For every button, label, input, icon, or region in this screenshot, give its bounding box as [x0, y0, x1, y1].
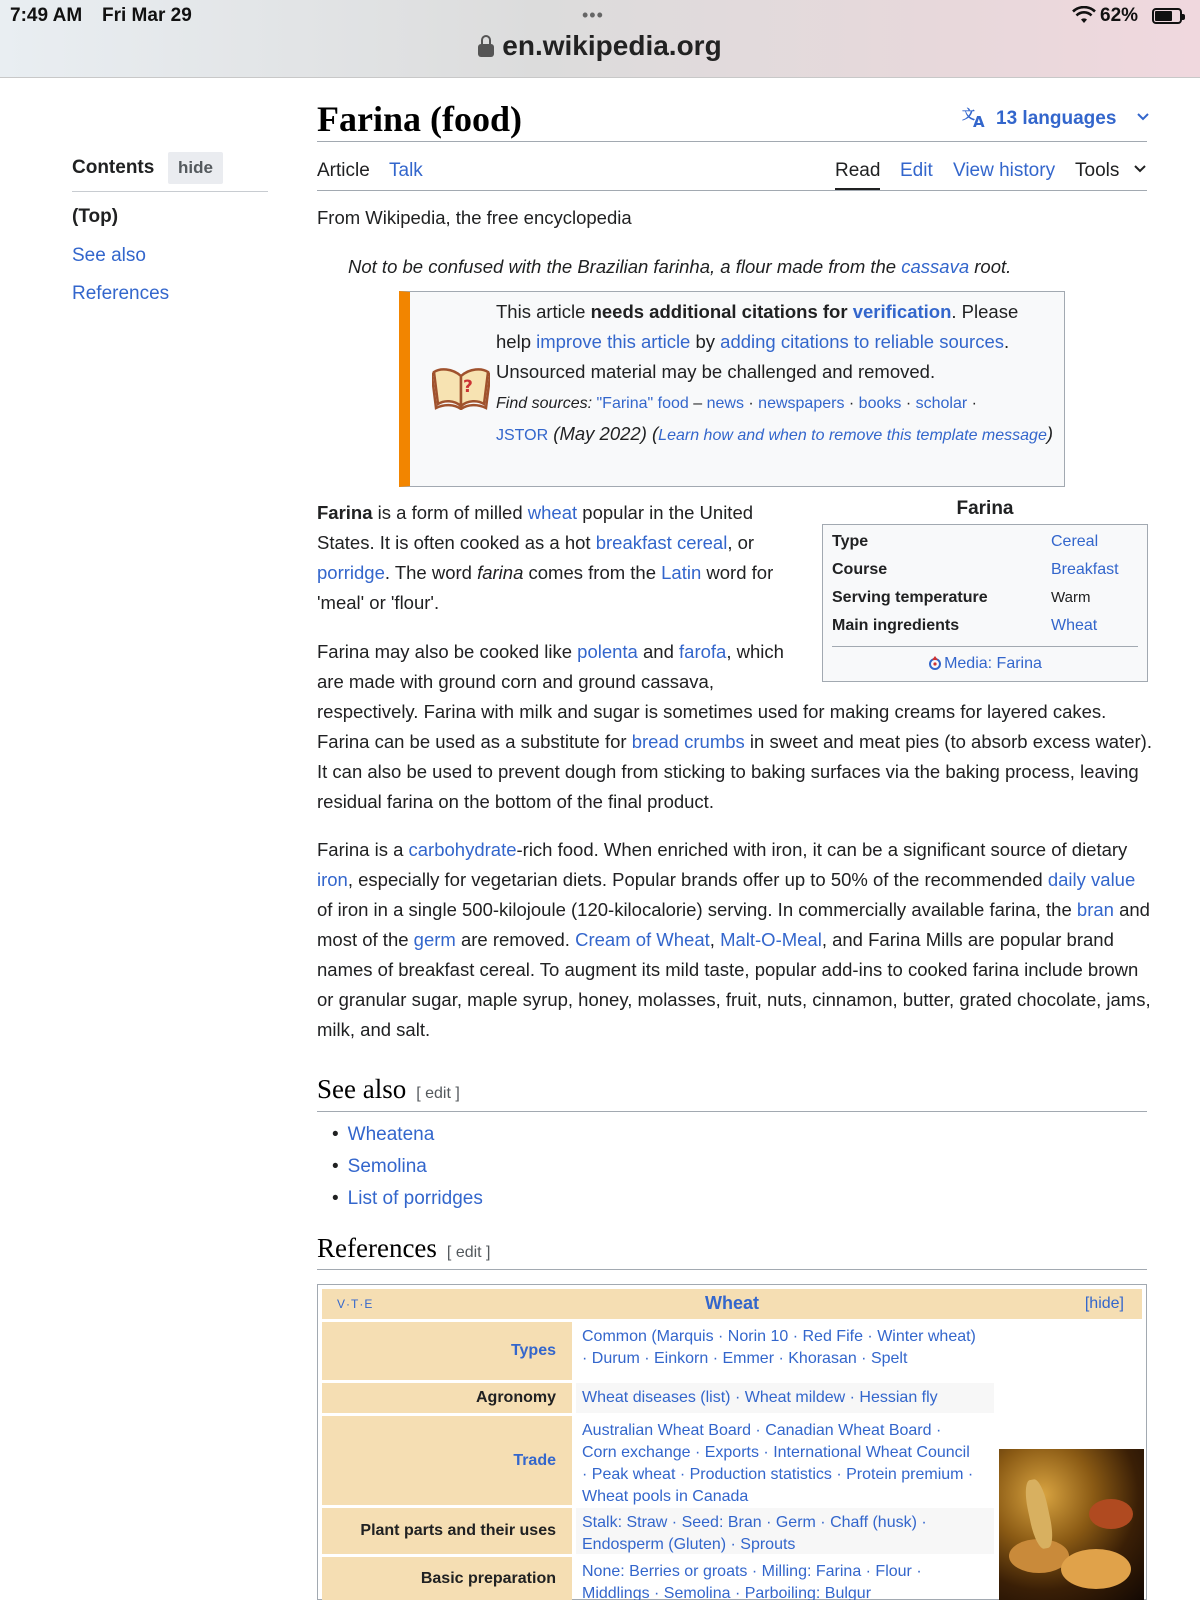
link-cream-of-wheat[interactable]: Cream of Wheat: [575, 929, 710, 950]
text: respectively. Farina with milk and sugar is sometimes used for making creams for layered cakes. Farina can be used as a substitute for: [317, 701, 1107, 752]
text: , which are made with ground corn and ground cassava,: [317, 641, 784, 692]
tabs-divider: [317, 190, 1147, 191]
navbox-list-line[interactable]: Australian Wheat Board · Canadian Wheat Board ·: [582, 1422, 942, 1439]
infobox-label: Type: [832, 533, 869, 550]
term-farina: Farina: [317, 502, 373, 523]
link-bran[interactable]: bran: [1076, 899, 1114, 920]
infobox-media[interactable]: [823, 655, 1147, 673]
text: in sweet and meat pies (to absorb excess water). It can also be used to prevent dough from sticking to baking surfaces via the baking process, leaving residual farina on the bottom of the final product.: [317, 731, 1152, 812]
infobox: [822, 524, 1148, 682]
commons-icon: [928, 656, 942, 670]
tools-label: Tools: [1075, 160, 1120, 181]
text: Farina may also be cooked like: [317, 641, 578, 662]
battery-percentage: 62%: [1100, 5, 1139, 26]
list-item[interactable]: • Semolina: [332, 1156, 427, 1178]
tab-edit[interactable]: Edit: [900, 160, 933, 181]
link-source-news[interactable]: news: [706, 395, 744, 412]
edit-section-link[interactable]: [ edit ]: [416, 1085, 460, 1102]
infobox-label: Main ingredients: [832, 617, 960, 634]
link-daily-value[interactable]: daily value: [1047, 869, 1136, 890]
link-bread-crumbs[interactable]: bread crumbs: [631, 731, 745, 752]
link-cassava[interactable]: cassava: [901, 256, 970, 277]
text: Farina is a: [317, 839, 409, 860]
paragraph-uses-cont: [317, 697, 1153, 817]
status-time: 7:49 AM: [10, 5, 83, 26]
wifi-icon: [1072, 6, 1096, 24]
tab-view-history[interactable]: View history: [953, 160, 1056, 181]
text: of iron in a single 500-kilojoule (120-kilocalorie) serving. In commercially available farina, the: [317, 899, 1077, 920]
navbox-list-line[interactable]: Common (Marquis · Norin 10 · Red Fife · Winter wheat): [582, 1328, 976, 1345]
group-label[interactable]: Types: [510, 1342, 556, 1359]
navbox-list-line[interactable]: None: Berries or groats · Milling: Farina · Flour ·: [582, 1563, 922, 1580]
lock-icon: [478, 35, 494, 57]
link-iron[interactable]: iron: [317, 869, 348, 890]
navbox-list-types: [576, 1322, 994, 1380]
link-polenta[interactable]: polenta: [577, 641, 638, 662]
link-adding-citations[interactable]: adding citations to reliable sources: [720, 331, 1005, 352]
hatnote-text-end: root.: [969, 256, 1012, 277]
toc-item-see-also[interactable]: See also: [72, 245, 146, 266]
text: and: [637, 641, 680, 662]
link-media-farina[interactable]: Media: Farina: [944, 655, 1042, 672]
text: ,: [709, 929, 721, 950]
book-question-icon: [432, 364, 490, 410]
notice-close-paren: ): [1046, 423, 1054, 444]
citation-needed-notice: [399, 291, 1065, 487]
link-remove-template[interactable]: Learn how and when to remove this template message: [658, 427, 1047, 444]
link-breakfast-cereal[interactable]: breakfast cereal: [595, 532, 728, 553]
navbox-list-trade: [576, 1416, 994, 1505]
infobox-value-link[interactable]: Cereal: [1051, 533, 1099, 550]
navbox-list-line[interactable]: Middlings · Semolina · Parboiling: Bulgur: [582, 1585, 872, 1600]
wheat-products-image[interactable]: [999, 1449, 1144, 1600]
hatnote: [348, 252, 1011, 282]
navbox-title[interactable]: Wheat: [705, 1293, 759, 1313]
text: word for 'meal' or 'flour'.: [317, 562, 774, 613]
text: is a form of milled: [372, 502, 528, 523]
notice-text: This article needs additional citations for verification. Please help improve this article by adding citations to reliable sources. Unsourced material may be challenged and removed. Find sources: "Farina" food – news · newspapers · books · scholar · JSTOR (May 2022) (Learn how and when to remove this template message): [496, 301, 1054, 444]
link-farofa[interactable]: farofa: [679, 641, 727, 662]
navbox-group-plant-parts: [322, 1508, 572, 1554]
navbox-group-agronomy: [322, 1383, 572, 1413]
chevron-down-icon: [1133, 164, 1147, 174]
text: , or: [727, 532, 755, 553]
address-bar[interactable]: [0, 30, 1200, 62]
notice-text-2: needs additional citations for: [590, 301, 853, 322]
toc-item-top[interactable]: (Top): [72, 206, 119, 227]
list-item[interactable]: • List of porridges: [332, 1188, 483, 1210]
toc-title: Contents: [72, 157, 155, 178]
notice-text-3: . Please help: [496, 301, 1019, 352]
text: , especially for vegetarian diets. Popular brands offer up to 50% of the recommended: [347, 869, 1048, 890]
link-carbohydrate[interactable]: carbohydrate: [408, 839, 517, 860]
list-item[interactable]: • Wheatena: [332, 1124, 434, 1146]
term-farina-italic: farina: [477, 562, 524, 583]
languages-label: 13 languages: [996, 108, 1117, 129]
navbox-list-line[interactable]: Corn exchange · Exports · International Wheat Council: [582, 1444, 970, 1461]
toc-hide-button[interactable]: hide: [168, 152, 223, 184]
bowl-shape: [1089, 1499, 1133, 1529]
section-heading-see-also: [317, 1074, 460, 1105]
navbox-list-basic-preparation: [576, 1557, 994, 1600]
text: , and Farina Mills are popular brand names of breakfast cereal. To augment its mild taste, popular add-ins to cooked farina include brown or granular sugar, maple syrup, honey, molasses, fruit, nuts, cinnamon, butter, grated chocolate, jams, milk, and salt.: [317, 929, 1151, 1040]
notice-text-5: . Unsourced material may be challenged and removed.: [496, 331, 1010, 382]
link-improve-article[interactable]: improve this article: [536, 331, 691, 352]
link-latin[interactable]: Latin: [661, 562, 702, 583]
text: comes from the: [523, 562, 662, 583]
tools-menu[interactable]: [1075, 160, 1147, 182]
navbox-list-line[interactable]: Wheat pools in Canada: [582, 1488, 749, 1505]
link-source-scholar[interactable]: scholar: [915, 395, 968, 412]
infobox-label: Serving temperature: [832, 589, 988, 606]
link-germ[interactable]: germ: [413, 929, 456, 950]
chevron-down-icon: [1136, 112, 1150, 122]
multitasking-dots-icon[interactable]: •••: [582, 5, 604, 25]
hatnote-text: Not to be confused with the Brazilian farinha, a flour made from the: [348, 256, 902, 277]
languages-button[interactable]: [962, 106, 1150, 130]
battery-icon: [1152, 8, 1182, 24]
navbox-list-line[interactable]: Endosperm (Gluten) · Sprouts: [582, 1536, 796, 1553]
navbox-list-agronomy: [576, 1383, 994, 1413]
infobox-value: Warm: [1051, 589, 1091, 606]
navbox-list-line[interactable]: · Peak wheat · Production statistics · Protein premium ·: [582, 1466, 974, 1483]
link-verification[interactable]: verification: [852, 301, 952, 322]
url-text[interactable]: en.wikipedia.org: [502, 30, 722, 61]
infobox-divider: [832, 646, 1138, 647]
svg-text:文: 文: [962, 108, 976, 123]
heading-text: References: [317, 1233, 437, 1263]
text: are removed.: [455, 929, 576, 950]
bread-shape: [1061, 1549, 1131, 1589]
section-divider: [317, 1111, 1147, 1112]
wheat-navbox: [317, 1284, 1147, 1600]
section-divider: [317, 1269, 1147, 1270]
notice-text-1: This article: [496, 301, 591, 322]
link-wheat[interactable]: wheat: [527, 502, 578, 523]
status-date: Fri Mar 29: [102, 5, 192, 26]
group-label: Basic preparation: [420, 1570, 556, 1587]
infobox-value-link[interactable]: Wheat: [1051, 617, 1098, 634]
notice-text-4: by: [690, 331, 721, 352]
toc-item-references[interactable]: References: [72, 283, 170, 304]
link-malt-o-meal[interactable]: Malt-O-Meal: [720, 929, 822, 950]
paragraph-uses-start: [317, 637, 807, 697]
heading-text: See also: [317, 1074, 407, 1104]
link-source-books[interactable]: books: [858, 395, 902, 412]
infobox-row: [832, 589, 1138, 617]
group-label[interactable]: Trade: [513, 1451, 556, 1469]
link-source-jstor[interactable]: JSTOR: [496, 427, 549, 444]
navbox-list-line[interactable]: Wheat diseases (list) · Wheat mildew · Hessian fly: [582, 1389, 938, 1406]
infobox-row: [832, 617, 1138, 645]
navbox-hide-button[interactable]: [hide]: [1084, 1295, 1124, 1312]
infobox-row: [832, 561, 1138, 589]
toc-header: [72, 152, 268, 192]
navbox-group-basic-preparation: [322, 1557, 572, 1600]
group-label: Plant parts and their uses: [360, 1522, 556, 1539]
edit-section-link[interactable]: [ edit ]: [446, 1244, 491, 1261]
text: and most of the: [317, 899, 1150, 950]
translate-icon: [962, 106, 988, 128]
navbox-list-line[interactable]: Stalk: Straw · Seed: Bran · Germ · Chaff (husk) ·: [582, 1514, 927, 1531]
link-porridge[interactable]: porridge: [317, 562, 385, 583]
text: . The word: [384, 562, 478, 583]
svg-text:?: ?: [463, 377, 473, 397]
tab-read[interactable]: Read: [835, 160, 881, 181]
page-title: Farina (food): [317, 99, 522, 139]
tab-talk[interactable]: Talk: [389, 160, 423, 181]
link-source-newspapers[interactable]: newspapers: [758, 395, 845, 412]
infobox-label: Course: [832, 561, 888, 578]
svg-text:A: A: [973, 113, 985, 128]
paragraph-nutrition: [317, 835, 1153, 1045]
navbox-vte-links[interactable]: V·T·E: [337, 1297, 374, 1311]
navbox-list-plant-parts: [576, 1508, 994, 1554]
text: popular in the United States. It is often cooked as a hot: [317, 502, 754, 553]
navbox-title-row: [322, 1289, 1142, 1319]
browser-top-bar: [0, 0, 1200, 78]
navbox-group-types: [322, 1322, 572, 1380]
infobox-value-link[interactable]: Breakfast: [1051, 561, 1119, 578]
find-sources-label: Find sources:: [496, 395, 593, 412]
title-divider: [317, 141, 1147, 142]
infobox-row: [832, 533, 1138, 561]
tab-article[interactable]: Article: [317, 160, 370, 181]
group-label: Agronomy: [476, 1389, 556, 1406]
link-source-farina-food[interactable]: "Farina" food: [596, 395, 689, 412]
site-tagline: From Wikipedia, the free encyclopedia: [317, 207, 632, 228]
section-heading-references: [317, 1233, 491, 1264]
navbox-list-line[interactable]: · Durum · Einkorn · Emmer · Khorasan · Spelt: [582, 1350, 908, 1367]
text: -rich food. When enriched with iron, it can be a significant source of dietary: [516, 839, 1128, 860]
infobox-caption: Farina: [956, 498, 1014, 519]
paragraph-intro: [317, 498, 807, 618]
notice-date: (May 2022) (: [548, 423, 659, 444]
navbox-group-trade: [322, 1416, 572, 1505]
sources-dash: –: [688, 395, 707, 412]
